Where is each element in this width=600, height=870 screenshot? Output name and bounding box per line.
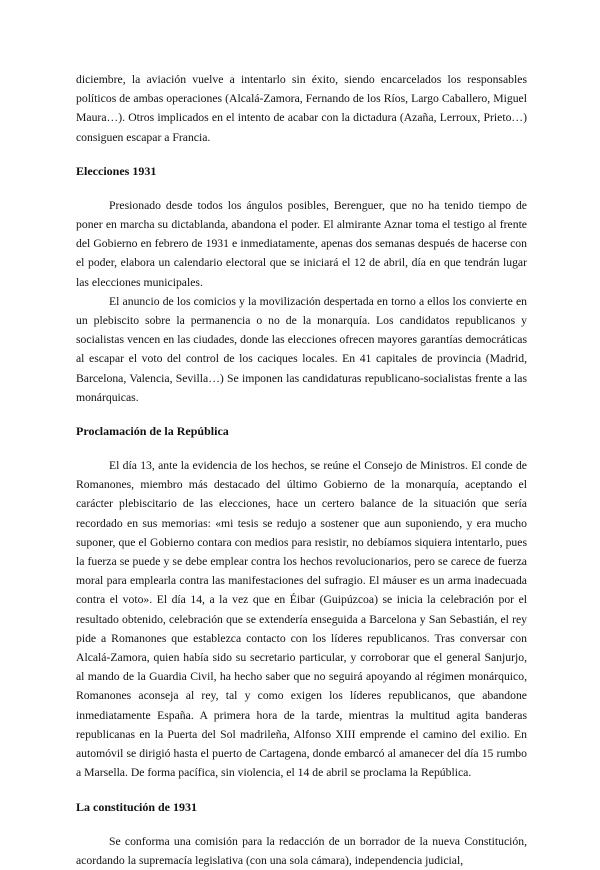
- section-heading: La constitución de 1931: [76, 799, 198, 814]
- section-constitucion-1931: [76, 783, 527, 870]
- section-heading: Elecciones 1931: [76, 163, 157, 178]
- section-heading: Proclamación de la República: [76, 424, 229, 439]
- intro-paragraph: diciembre, la aviación vuelve a intentarlo sin éxito, siendo encarcelados los responsables políticos de ambas operaciones (Alcalá-Zamora, Fernando de los Ríos, Largo Caballero, Miguel Maura…). Otros implicados en el intento de acabar con la dictadura (Azaña, Lerroux, Prieto…) consiguen escapar a Francia.: [76, 73, 527, 144]
- body-paragraph: Se conforma una comisión para la redacción de un borrador de la nueva Constitución, acordando la supremacía legislativa (con una sola cámara), independencia judicial,: [76, 834, 527, 867]
- body-paragraph: El anuncio de los comicios y la movilización despertada en torno a ellos los convierte en un plebiscito sobre la permanencia o no de la monarquía. Los candidatos republicanos y socialistas vencen en las ciudades, donde las elecciones ofrecen mayores garantías democráticas al escapar el voto del control de los caciques locales. En 41 capitales de provincia (Madrid, Barcelona, Valencia, Sevilla…) Se imponen las candidaturas republicano-socialistas frente a las monárquicas.: [76, 294, 527, 404]
- body-paragraph: El día 13, ante la evidencia de los hechos, se reúne el Consejo de Ministros. El conde de Romanones, miembro más destacado del último Gobierno de la monarquía, aceptando el carácter plebiscitario de las elecciones, hace un certero balance de la situación que sería recordado en sus memorias: «mi tesis se redujo a sostener que aun suponiendo, y era mucho suponer, que el Gobierno contara con medios para resistir, no debíamos siquiera intentarlo, pues la fuerza se puede y se debe emplear contra los hechos revolucionarios, pero se carece de fuerza moral para emplearla contra las manifestaciones del sufragio. El máuser es un arma inadecuada contra el voto». El día 14, a la vez que en Éibar (Guipúzcoa) se inicia la celebración por el resultado obtenido, celebración que se extendería enseguida a Barcelona y San Sebastián, el rey pide a Romanones que establezca contacto con los líderes republicanos. Tras conversar con Alcalá-Zamora, quien había sido su secretario particular, y corroborar que el general Sanjurjo, al mando de la Guardia Civil, ha hecho saber que no seguirá apoyando al régimen monárquico, Romanones aconseja al rey, tal y como exigen los líderes republicanos, que abandone inmediatamente España. A primera hora de la tarde, mientras la multitud agita banderas republicanas en la Puerta del Sol madrileña, Alfonso XIII emprende el camino del exilio. En automóvil se dirigió hasta el puerto de Cartagena, donde embarcó al amanecer del día 15 rumbo a Marsella. De forma pacífica, sin violencia, el 14 de abril se proclama la República.: [76, 459, 527, 780]
- section-proclamacion-republica: [76, 407, 527, 782]
- body-paragraph: Presionado desde todos los ángulos posibles, Berenguer, que no ha tenido tiempo de poner en marcha su dictablanda, abandona el poder. El almirante Aznar toma el testigo al frente del Gobierno en febrero de 1931 e inmediatamente, apenas dos semanas después de hacerse con el poder, elabora un calendario electoral que se iniciará el 12 de abril, día en que tendrán lugar las elecciones municipales.: [76, 198, 527, 289]
- section-elecciones-1931: [76, 147, 527, 407]
- document-page: [76, 70, 527, 870]
